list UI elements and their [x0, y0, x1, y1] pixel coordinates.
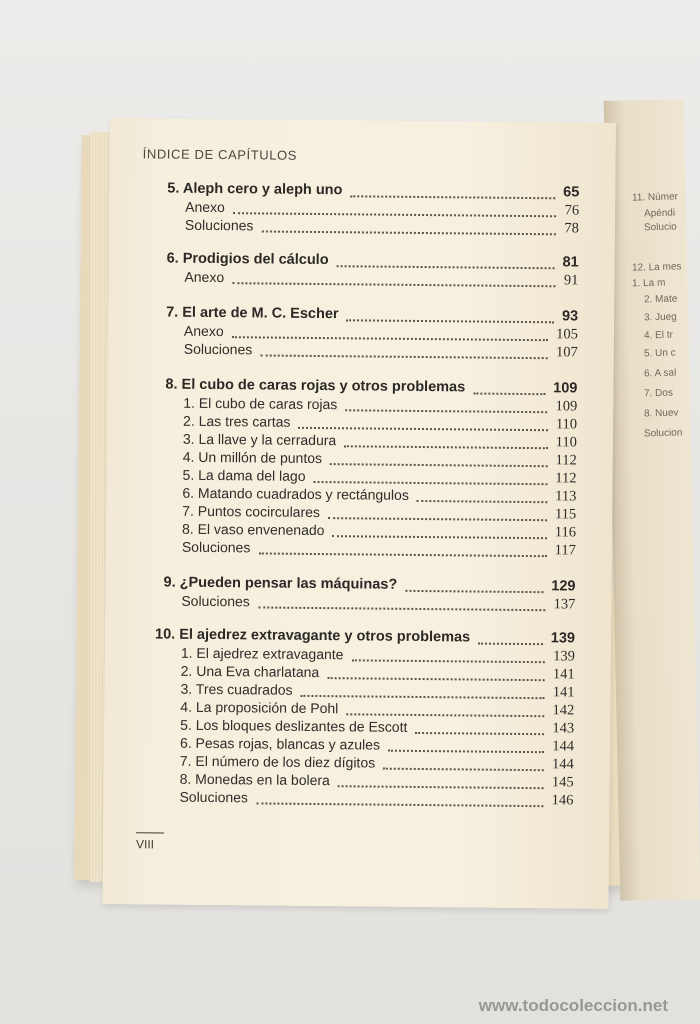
page-number: VIII	[136, 832, 164, 851]
toc-page-number: 143	[552, 720, 575, 737]
toc-entry-label: 2. Las tres cartas	[183, 412, 291, 430]
leader-dots	[258, 588, 545, 611]
toc-page-number: 129	[551, 578, 576, 595]
toc-entry-label: 6. Prodigios del cálculo	[166, 250, 329, 269]
right-page-fragment: 2. Mate	[643, 293, 678, 306]
toc-page-number: 109	[553, 380, 578, 397]
right-page-fragment: 6. A sal	[643, 367, 677, 380]
toc-entry-label: 9. ¿Pueden pensar las máquinas?	[163, 574, 398, 593]
toc-page-number: 112	[555, 452, 577, 469]
toc-page-number: 113	[555, 488, 577, 505]
right-page-fragment: 4. El tr	[643, 329, 674, 342]
toc-entry-label: 7. El arte de M. C. Escher	[166, 304, 339, 323]
toc-entry-label: 8. El cubo de caras rojas y otros problemas	[165, 376, 466, 396]
toc-entry-label: 3. La llave y la cerradura	[182, 430, 337, 449]
toc-page-number: 144	[551, 756, 574, 773]
toc-subentry-row	[105, 592, 611, 615]
toc-page-number: 93	[561, 308, 579, 325]
leader-dots	[261, 336, 548, 359]
toc-entry-label: 1. El ajedrez extravagante	[180, 644, 344, 663]
toc-page-number: 76	[564, 202, 580, 219]
leader-dots	[256, 784, 543, 807]
toc-page-number: 109	[555, 398, 578, 415]
toc-entry-label: 10. El ajedrez extravagante y otros problemas	[154, 626, 471, 646]
toc-subentry-row	[109, 216, 615, 239]
toc-entry-label: 7. Puntos cocirculares	[182, 502, 321, 521]
right-page-fragment: 8. Nuev	[643, 407, 679, 420]
toc-entry-label: 3. Tres cuadrados	[180, 680, 293, 698]
toc-entry-label: 6. Matando cuadrados y rectángulos	[182, 484, 409, 503]
toc-page-number: 142	[552, 702, 575, 719]
toc-page-number: 110	[555, 434, 577, 451]
toc-entry-label: 4. Un millón de puntos	[182, 448, 323, 467]
right-page-fragment: 5. Un c	[643, 347, 676, 360]
toc-entry-label: Soluciones	[179, 788, 249, 806]
toc-page-number: 117	[554, 542, 576, 559]
toc-page-number: 139	[550, 630, 576, 647]
leader-dots	[232, 264, 555, 287]
toc-entry-label: 8. Monedas en la bolera	[179, 770, 330, 789]
toc-subentry-row	[103, 788, 609, 811]
toc-page-number: 141	[552, 684, 575, 701]
toc-page-number: 139	[553, 648, 575, 665]
toc-entry-label: Soluciones	[181, 592, 250, 610]
toc-page-number: 107	[555, 344, 578, 361]
toc-entry-label: 5. La dama del lago	[182, 466, 306, 484]
toc-entry-label: Soluciones	[184, 216, 254, 234]
right-page-fragment: 12. La mes	[631, 261, 682, 274]
right-page	[604, 99, 700, 901]
toc-entry-label: Soluciones	[183, 340, 253, 358]
toc-page-number: 141	[552, 666, 575, 683]
toc-entry-label: Anexo	[183, 322, 224, 340]
toc-entry-label: 5. Los bloques deslizantes de Escott	[180, 716, 408, 735]
toc-page-number: 110	[555, 416, 578, 433]
toc-entry-label: Anexo	[185, 198, 225, 216]
right-page-fragment: 7. Dos	[643, 387, 674, 400]
toc-page	[102, 118, 616, 909]
right-page-fragment: Apéndi	[643, 207, 676, 220]
toc-entry-label: 7. El número de los diez dígitos	[179, 752, 376, 771]
toc-page-number: 65	[563, 184, 580, 201]
right-page-fragment: 1. La m	[631, 277, 666, 290]
toc-page-number: 145	[551, 774, 574, 791]
toc-page-number: 112	[555, 470, 577, 487]
watermark: www.todocoleccion.net	[478, 996, 668, 1015]
toc-entry-label: 2. Una Eva charlatana	[180, 662, 320, 681]
toc-entry-label: 5. Aleph cero y aleph uno	[167, 180, 343, 199]
toc-page-number: 116	[554, 524, 577, 541]
toc-entry-label: 1. El cubo de caras rojas	[183, 394, 338, 413]
toc-entry-label: 4. La proposición de Pohl	[180, 698, 339, 717]
toc-subentry-row	[108, 340, 614, 363]
toc-entry-label: 6. Pesas rojas, blancas y azules	[179, 734, 381, 753]
toc-page-number: 115	[554, 506, 577, 523]
toc-entry-label: Soluciones	[181, 538, 251, 556]
toc-page-number: 78	[564, 220, 580, 237]
toc-entry-label: 8. El vaso envenenado	[181, 520, 325, 539]
right-page-fragment: Solucion	[643, 427, 683, 440]
toc-subentry-row	[106, 538, 612, 561]
leader-dots	[262, 212, 556, 235]
toc-page-number: 81	[562, 254, 579, 271]
right-page-fragment: 3. Jueg	[643, 311, 677, 324]
toc-entry-label: Anexo	[184, 268, 225, 286]
toc-page-number: 91	[563, 272, 579, 289]
right-page-fragment: Solucio	[643, 221, 677, 234]
toc-page-number: 146	[551, 792, 574, 809]
page-header: ÍNDICE DE CAPÍTULOS	[142, 146, 298, 163]
leader-dots	[259, 534, 547, 557]
toc-subentry-row	[108, 268, 614, 291]
toc-page-number: 105	[556, 326, 579, 343]
toc-page-number: 137	[553, 596, 576, 613]
toc-page-number: 144	[552, 738, 575, 755]
right-page-fragment: 11. Númer	[631, 191, 679, 204]
